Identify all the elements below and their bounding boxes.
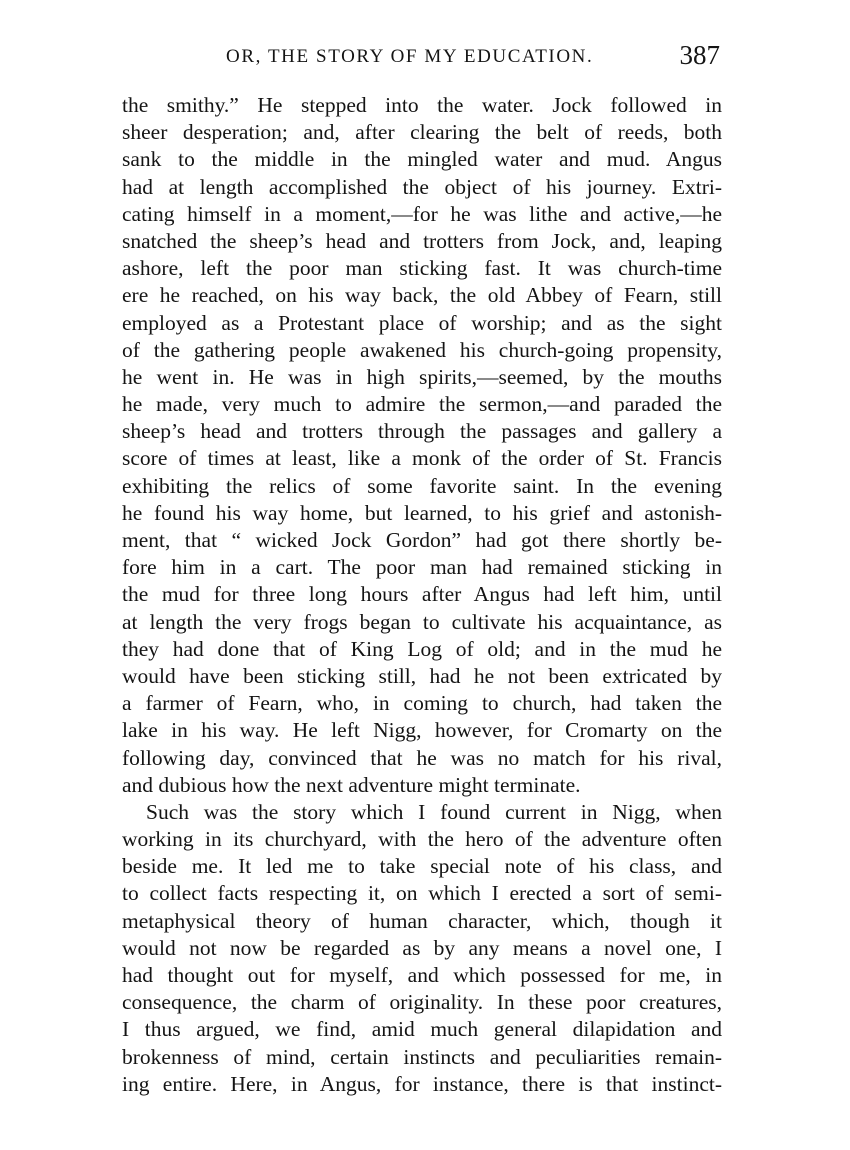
text-line: sheer desperation; and, after clearing the belt of reeds, both [122,120,722,145]
text-line: sheep’s head and trotters through the passages and gallery a [122,419,722,444]
text-line: exhibiting the relics of some favorite saint. In the evening [122,473,722,498]
text-line: ere he reached, on his way back, the old Abbey of Fearn, still [122,283,722,308]
text-line: sank to the middle in the mingled water and mud. Angus [122,147,722,172]
text-line: snatched the sheep’s head and trotters from Jock, and, leaping [122,228,722,253]
text-line: consequence, the charm of originality. In these poor creatures, [122,990,722,1015]
paragraph [122,799,722,1098]
page-number: 387 [679,40,720,70]
text-line: cating himself in a moment,—for he was lithe and active,—he [122,201,722,226]
text-line: ashore, left the poor man sticking fast. It was church-time [122,256,722,281]
running-head: OR, THE STORY OF MY EDUCATION. [226,46,594,67]
text-line: Such was the story which I found current in Nigg, when [146,799,722,824]
text-line: brokenness of mind, certain instincts and peculiarities remain- [122,1044,722,1069]
text-line: metaphysical theory of human character, which, though it [122,908,722,933]
text-line: had thought out for myself, and which possessed for me, in [122,963,722,987]
text-line: to collect facts respecting it, on which I erected a sort of semi- [122,881,722,906]
text-line: the mud for three long hours after Angus had left him, until [122,582,722,607]
text-line: he found his way home, but learned, to his grief and astonish- [122,500,722,525]
text-line: employed as a Protestant place of worship; and as the sight [122,310,722,335]
text-line: had at length accomplished the object of his journey. Extri- [122,174,722,199]
text-line: at length the very frogs began to cultivate his acquaintance, as [122,609,722,634]
text-line: would have been sticking still, had he not been extricated by [122,663,722,688]
text-line: ing entire. Here, in Angus, for instance, there is that instinct- [122,1071,722,1096]
text-line: he made, very much to admire the sermon,—and paraded the [122,392,722,417]
text-line: and dubious how the next adventure might terminate. [122,772,581,797]
page-header [122,40,722,74]
text-line: following day, convinced that he was no match for his rival, [122,745,722,770]
text-line: I thus argued, we find, amid much general dilapidation and [122,1017,722,1042]
text-line: they had done that of King Log of old; and in the mud he [122,636,722,661]
body-text [122,92,722,1098]
text-line: of the gathering people awakened his church-going propensity, [122,337,722,362]
paragraph [122,92,722,799]
text-line: would not now be regarded as by any means a novel one, I [122,935,722,960]
text-line: the smithy.” He stepped into the water. Jock followed in [122,93,722,117]
text-line: fore him in a cart. The poor man had remained sticking in [122,555,722,580]
text-line: lake in his way. He left Nigg, however, for Cromarty on the [122,718,722,743]
text-line: score of times at least, like a monk of the order of St. Francis [122,446,722,471]
text-line: ment, that “ wicked Jock Gordon” had got there shortly be- [122,528,722,552]
text-line: beside me. It led me to take special note of his class, and [122,854,722,879]
text-line: he went in. He was in high spirits,—seemed, by the mouths [122,364,722,389]
text-line: a farmer of Fearn, who, in coming to church, had taken the [122,691,722,716]
text-line: working in its churchyard, with the hero of the adventure often [122,827,722,852]
